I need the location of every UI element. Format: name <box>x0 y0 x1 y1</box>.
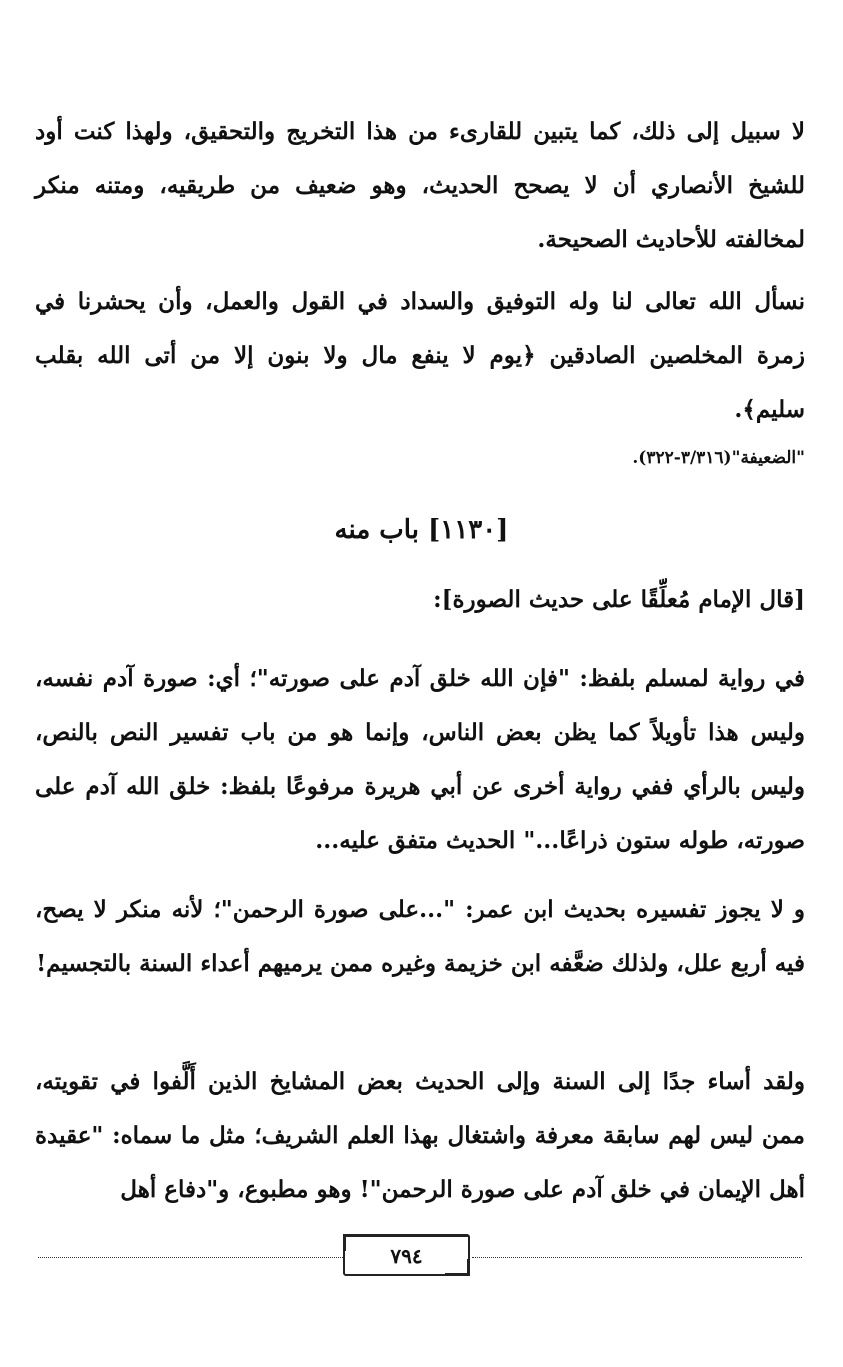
ornament-icon <box>343 1234 368 1251</box>
page-number: ٧٩٤ <box>390 1243 423 1268</box>
paragraph-3: في رواية لمسلم بلفظ: "فإن الله خلق آدم على صورته"؛ أي: صورة آدم نفسه، وليس هذا تأويلاً كما يظن بعض الناس، وإنما هو من باب تفسير النص بالنص، وليس بالرأي ففي رواية أخرى عن أبي هريرة مرفوعًا بلفظ: خلق الله آدم على صورته، طوله ستون ذراعًا..." الحديث متفق عليه... <box>35 665 805 854</box>
paragraph-1: لا سبيل إلى ذلك، كما يتبين للقارىء من هذا التخريج والتحقيق، ولهذا كنت أود للشيخ الأنصاري أن لا يصحح الحديث، وهو ضعيف من طريقيه، ومتنه منكر لمخالفته للأحاديث الصحيحة. <box>35 118 805 253</box>
source-reference: "الضعيفة"(٣/٣١٦-٣٢٢). <box>632 448 805 468</box>
paragraph-5: ولقد أساء جدًا إلى السنة وإلى الحديث بعض المشايخ الذين أَلَّفوا في تقويته، ممن ليس لهم سابقة معرفة واشتغال بهذا العلم الشريف؛ مثل ما سماه: "عقيدة أهل الإيمان في خلق آدم على صورة الرحمن"! وهو مطبوع، و"دفاع أهل <box>35 1068 805 1203</box>
footer-rule-left <box>38 1257 343 1258</box>
paragraph-4: و لا يجوز تفسيره بحديث ابن عمر: "...على صورة الرحمن"؛ لأنه منكر لا يصح، فيه أربع علل، ولذلك ضعَّفه ابن خزيمة وغيره ممن يرميهم أعداء السنة بالتجسيم! <box>35 896 805 977</box>
section-heading: [١١٣٠] باب منه <box>334 515 509 545</box>
footer-rule-right <box>472 1257 802 1258</box>
paragraph-2: نسأل الله تعالى لنا وله التوفيق والسداد في القول والعمل، وأن يحشرنا في زمرة المخلصين الصادقين ﴿يوم لا ينفع مال ولا بنون إلا من أتى الله بقلب سليم﴾. <box>35 288 805 423</box>
ornament-icon <box>445 1259 470 1276</box>
intro-line: [قال الإمام مُعلِّقًا على حديث الصورة]: <box>433 586 805 613</box>
page-number-frame <box>343 1234 470 1276</box>
